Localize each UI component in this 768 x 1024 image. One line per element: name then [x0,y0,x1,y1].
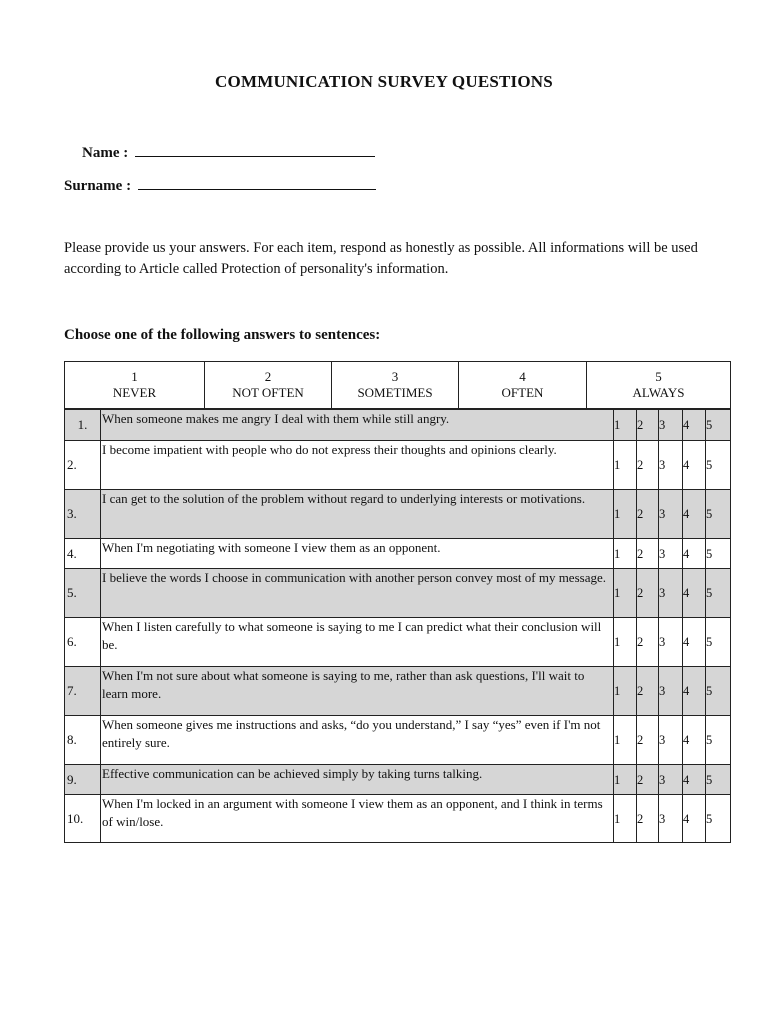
answer-option-5[interactable]: 5 [706,410,731,441]
name-separator: : [123,145,129,161]
answer-option-4[interactable]: 4 [683,618,706,667]
answer-option-3[interactable]: 3 [659,410,683,441]
question-number: 6. [65,618,101,667]
question-number: 3. [65,490,101,539]
question-text: I can get to the solution of the problem without regard to underlying interests or motivations. [101,490,614,539]
question-number: 7. [65,667,101,716]
surname-input-line[interactable] [138,175,376,190]
question-text: When someone gives me instructions and asks, “do you understand,” I say “yes” even if I'm not entirely sure. [101,716,614,765]
name-field[interactable] [82,142,375,162]
question-row [65,765,731,795]
question-text: When I'm not sure about what someone is saying to me, rather than ask questions, I'll wait to learn more. [101,667,614,716]
answer-option-3[interactable]: 3 [659,569,683,618]
question-row [65,667,731,716]
name-label: Name [82,145,120,161]
answer-option-1[interactable]: 1 [614,795,637,843]
question-text: I become impatient with people who do not express their thoughts and opinions clearly. [101,441,614,490]
answer-option-3[interactable]: 3 [659,667,683,716]
scale-4: 4 OFTEN [459,362,587,409]
answer-option-1[interactable]: 1 [614,441,637,490]
answer-option-4[interactable]: 4 [683,490,706,539]
surname-field[interactable] [64,175,376,195]
answer-option-1[interactable]: 1 [614,667,637,716]
question-row [65,441,731,490]
answer-option-2[interactable]: 2 [637,490,659,539]
question-row [65,795,731,843]
answer-option-4[interactable]: 4 [683,716,706,765]
name-input-line[interactable] [135,142,375,157]
answer-option-2[interactable]: 2 [637,441,659,490]
question-number: 9. [65,765,101,795]
answer-option-5[interactable]: 5 [706,667,731,716]
answer-option-3[interactable]: 3 [659,765,683,795]
answer-option-5[interactable]: 5 [706,490,731,539]
question-number: 1. [65,410,101,441]
question-number: 4. [65,539,101,569]
question-row [65,569,731,618]
answer-option-5[interactable]: 5 [706,539,731,569]
answer-option-3[interactable]: 3 [659,716,683,765]
answer-option-3[interactable]: 3 [659,539,683,569]
answer-option-2[interactable]: 2 [637,410,659,441]
question-text: When I'm negotiating with someone I view them as an opponent. [101,539,614,569]
answer-option-4[interactable]: 4 [683,569,706,618]
question-row [65,490,731,539]
answer-option-2[interactable]: 2 [637,618,659,667]
scale-2: 2 NOT OFTEN [205,362,332,409]
answer-option-1[interactable]: 1 [614,618,637,667]
answer-option-5[interactable]: 5 [706,441,731,490]
question-number: 2. [65,441,101,490]
answer-option-4[interactable]: 4 [683,795,706,843]
page-title: COMMUNICATION SURVEY QUESTIONS [215,72,553,91]
answer-option-1[interactable]: 1 [614,410,637,441]
answer-option-4[interactable]: 4 [683,410,706,441]
answer-option-2[interactable]: 2 [637,765,659,795]
scale-5: 5 ALWAYS [587,362,731,409]
answer-option-2[interactable]: 2 [637,569,659,618]
question-row [65,618,731,667]
answer-option-4[interactable]: 4 [683,667,706,716]
answer-option-3[interactable]: 3 [659,795,683,843]
question-text: I believe the words I choose in communication with another person convey most of my message. [101,569,614,618]
survey-table [64,409,731,843]
answer-option-2[interactable]: 2 [637,795,659,843]
answer-option-5[interactable]: 5 [706,765,731,795]
question-number: 10. [65,795,101,843]
answer-option-3[interactable]: 3 [659,441,683,490]
surname-label: Surname [64,178,123,194]
answer-option-2[interactable]: 2 [637,667,659,716]
scale-1: 1 NEVER [65,362,205,409]
answer-option-2[interactable]: 2 [637,539,659,569]
question-row [65,410,731,441]
answer-option-3[interactable]: 3 [659,618,683,667]
question-text: When I'm locked in an argument with someone I view them as an opponent, and I think in terms of win/lose. [101,795,614,843]
question-text: Effective communication can be achieved simply by taking turns talking. [101,765,614,795]
question-text: When I listen carefully to what someone is saying to me I can predict what their conclusion will be. [101,618,614,667]
intro-paragraph: Please provide us your answers. For each item, respond as honestly as possible. All informations will be used according to Article called Protection of personality's information. [64,240,698,277]
answer-option-5[interactable]: 5 [706,569,731,618]
answer-option-4[interactable]: 4 [683,441,706,490]
instruction-text: Choose one of the following answers to sentences: [64,327,381,343]
answer-option-1[interactable]: 1 [614,569,637,618]
question-number: 5. [65,569,101,618]
answer-option-4[interactable]: 4 [683,765,706,795]
answer-option-3[interactable]: 3 [659,490,683,539]
answer-option-5[interactable]: 5 [706,795,731,843]
answer-option-5[interactable]: 5 [706,618,731,667]
surname-separator: : [126,178,132,194]
question-row [65,716,731,765]
answer-option-1[interactable]: 1 [614,716,637,765]
answer-option-1[interactable]: 1 [614,765,637,795]
question-row [65,539,731,569]
answer-option-2[interactable]: 2 [637,716,659,765]
answer-option-1[interactable]: 1 [614,490,637,539]
answer-option-5[interactable]: 5 [706,716,731,765]
answer-option-1[interactable]: 1 [614,539,637,569]
scale-header [64,361,731,409]
answer-option-4[interactable]: 4 [683,539,706,569]
question-text: When someone makes me angry I deal with them while still angry. [101,410,614,441]
scale-3: 3 SOMETIMES [332,362,459,409]
question-number: 8. [65,716,101,765]
